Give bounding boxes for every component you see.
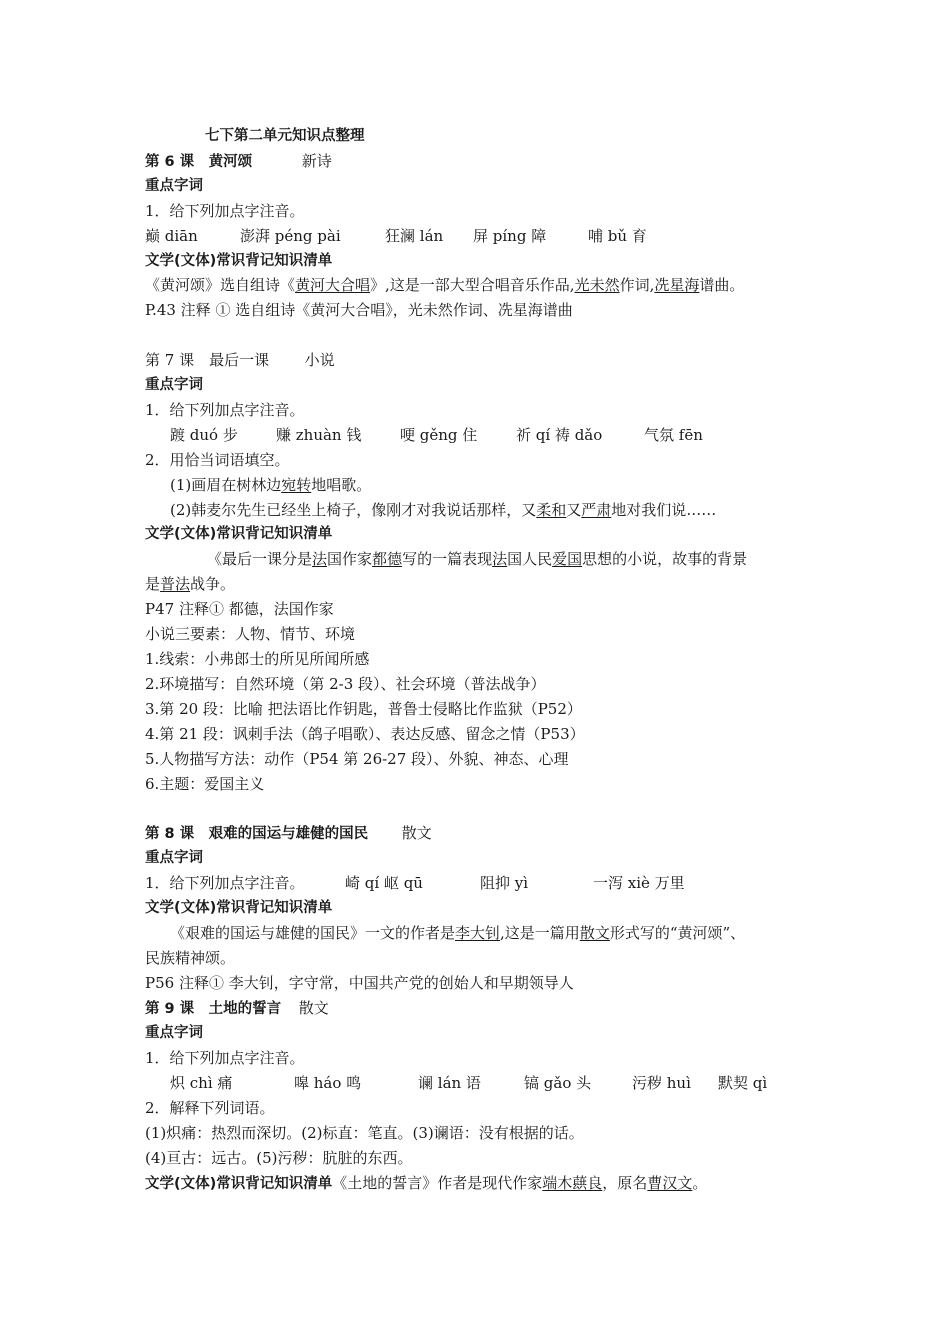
lesson7-header: [145, 348, 910, 373]
lesson8-keywords-heading: 重点字词: [145, 850, 203, 866]
lesson7-note: 3.第 20 段：比喻 把法语比作钥匙，普鲁士侵略比作监狱（P52）: [145, 700, 582, 718]
text-span: 谱曲。: [699, 276, 745, 294]
lesson9-question2: 2．解释下列词语。: [145, 1099, 275, 1117]
lesson7-genre: 小说: [304, 351, 335, 369]
lesson9-lit-paragraph: [145, 1171, 910, 1197]
lesson7-note: 6.主题：爱国主义: [145, 775, 265, 793]
text-span: 。: [692, 1174, 708, 1192]
pinyin-item: 赚 zhuàn 钱: [276, 426, 362, 444]
lesson8-lit-paragraph-2: 民族精神颂。: [145, 949, 236, 967]
lesson7-fill1: [170, 473, 910, 498]
text-span: 地唱歌。: [311, 476, 372, 494]
lesson6-title: 第 6 课 黄河颂: [145, 154, 253, 170]
pinyin-item: 污秽 huì: [632, 1074, 691, 1092]
text-span: (2)韩麦尔先生已经坐上椅子，像刚才对我说话那样，又: [170, 501, 537, 519]
lesson9-definitions-1: (1)炽痛：热烈而深切。(2)标直：笔直。(3)谰语：没有根据的话。: [145, 1124, 584, 1142]
lesson7-question1: 1．给下列加点字注音。: [145, 401, 305, 419]
underlined-term: 柔和: [536, 501, 567, 519]
lesson9-question1: 1．给下列加点字注音。: [145, 1049, 305, 1067]
underlined-term: 爱国: [552, 550, 583, 568]
pinyin-item: 巅 diān: [145, 227, 198, 245]
text-span: 《土地的誓言》作者是现代作家: [332, 1174, 543, 1192]
lesson7-note: 1.线索：小弗郎士的所见所闻所感: [145, 650, 370, 668]
lesson8-genre: 散文: [401, 824, 432, 842]
pinyin-item: 祈 qí 祷 dǎo: [516, 426, 603, 444]
underlined-term: 都德: [372, 550, 403, 568]
lesson8-lit-heading: 文学(文体)常识背记知识清单: [145, 900, 333, 916]
pinyin-item: 镐 gǎo 头: [524, 1074, 592, 1092]
text-span: 战争。: [190, 575, 236, 593]
pinyin-item: 嗥 háo 鸣: [294, 1074, 362, 1092]
lesson7-lit-paragraph-2: [145, 572, 910, 597]
lesson6-keywords-heading: 重点字词: [145, 178, 203, 194]
lesson7-question2: 2．用恰当词语填空。: [145, 451, 290, 469]
text-span: 》,这是一部大型合唱音乐作品,: [370, 276, 575, 294]
text-span: 形式写的“黄河颂”、: [609, 924, 746, 942]
lesson7-fill2: [170, 498, 910, 523]
underlined-term: 普法: [160, 575, 191, 593]
text-span: 写的一篇表现: [402, 550, 493, 568]
lesson9-definitions-2: (4)亘古：远古。(5)污秽：肮脏的东西。: [145, 1149, 413, 1167]
pinyin-item: 气氛 fēn: [644, 426, 703, 444]
underlined-term: 散文: [579, 924, 610, 942]
lesson9-title: 第 9 课 土地的誓言: [145, 1001, 282, 1017]
lesson9-genre: 散文: [298, 999, 329, 1017]
underlined-term: 李大钊: [455, 924, 501, 942]
underlined-term: 严肃: [581, 501, 612, 519]
text-span: 《最后一课分是: [207, 550, 313, 568]
text-span: 国人民: [507, 550, 553, 568]
underlined-term: 冼星海: [654, 276, 700, 294]
pinyin-item: 澎湃 péng pài: [240, 227, 341, 245]
lesson7-lit-heading: 文学(文体)常识背记知识清单: [145, 526, 333, 542]
lesson6-genre: 新诗: [301, 152, 332, 170]
lesson8-header: [145, 821, 910, 847]
pinyin-item: 炽 chì 痛: [170, 1074, 233, 1092]
document-title: 七下第二单元知识点整理: [205, 128, 365, 144]
underlined-term: 法: [312, 550, 328, 568]
text-span: 是: [145, 575, 161, 593]
text-span: 思想的小说，故事的背景: [582, 550, 748, 568]
lesson6-header: [145, 149, 910, 175]
text-span: 地对我们说……: [611, 501, 717, 519]
lesson8-question1: 1．给下列加点字注音。: [145, 874, 305, 892]
pinyin-item: 阻抑 yì: [480, 874, 529, 892]
underlined-term: 端木蕻良: [542, 1174, 603, 1192]
lesson7-note: 5.人物描写方法：动作（P54 第 26-27 段）、外貌、神态、心理: [145, 750, 569, 768]
lesson8-lit-paragraph-1: [170, 921, 910, 946]
text-span: 作词,: [619, 276, 655, 294]
lesson7-note: 2.环境描写：自然环境（第 2-3 段）、社会环境（普法战争）: [145, 675, 546, 693]
lesson8-title: 第 8 课 艰难的国运与雄健的国民: [145, 826, 369, 842]
lesson6-question1: 1．给下列加点字注音。: [145, 202, 305, 220]
lesson7-note: 小说三要素：人物、情节、环境: [145, 625, 356, 643]
lesson9-keywords-heading: 重点字词: [145, 1025, 203, 1041]
lesson9-header: [145, 996, 910, 1022]
pinyin-item: 踱 duó 步: [170, 426, 238, 444]
underlined-term: 曹汉文: [647, 1174, 693, 1192]
lesson7-lit-paragraph-1: [207, 547, 910, 572]
underlined-term: 法: [492, 550, 508, 568]
lesson7-note: 4.第 21 段：讽刺手法（鸽子唱歌）、表达反感、留念之情（P53）: [145, 725, 585, 743]
text-span: 国作家: [327, 550, 373, 568]
underlined-term: 光未然: [574, 276, 620, 294]
lesson7-note: P47 注释① 都德，法国作家: [145, 600, 334, 618]
pinyin-item: 屏 píng 障: [473, 227, 547, 245]
lesson9-lit-heading: 文学(文体)常识背记知识清单: [145, 1176, 333, 1192]
pinyin-item: 崎 qí 岖 qū: [345, 874, 423, 892]
underlined-term: 黄河大合唱: [295, 276, 371, 294]
pinyin-item: 一泻 xiè 万里: [593, 874, 685, 892]
text-span: ，原名: [602, 1174, 648, 1192]
lesson8-note: P56 注释① 李大钊，字守常，中国共产党的创始人和早期领导人: [145, 974, 574, 992]
pinyin-item: 谰 lán 语: [418, 1074, 481, 1092]
underlined-term: 宛转: [281, 476, 312, 494]
text-span: 《黄河颂》选自组诗《: [145, 276, 296, 294]
lesson6-lit-heading: 文学(文体)常识背记知识清单: [145, 253, 333, 269]
lesson6-note: P.43 注释 ① 选自组诗《黄河大合唱》，光未然作词、冼星海谱曲: [145, 301, 573, 319]
lesson6-lit-paragraph: [145, 273, 910, 298]
text-span: (1)画眉在树林边: [170, 476, 282, 494]
lesson7-title: 第 7 课 最后一课: [145, 351, 270, 369]
text-span: 又: [566, 501, 582, 519]
lesson7-keywords-heading: 重点字词: [145, 377, 203, 393]
pinyin-item: 默契 qì: [718, 1074, 768, 1092]
text-span: 《艰难的国运与雄健的国民》一文的作者是: [170, 924, 456, 942]
pinyin-item: 哺 bǔ 育: [588, 227, 647, 245]
pinyin-item: 狂澜 lán: [385, 227, 444, 245]
pinyin-item: 哽 gěng 住: [400, 426, 478, 444]
text-span: ,这是一篇用: [500, 924, 580, 942]
